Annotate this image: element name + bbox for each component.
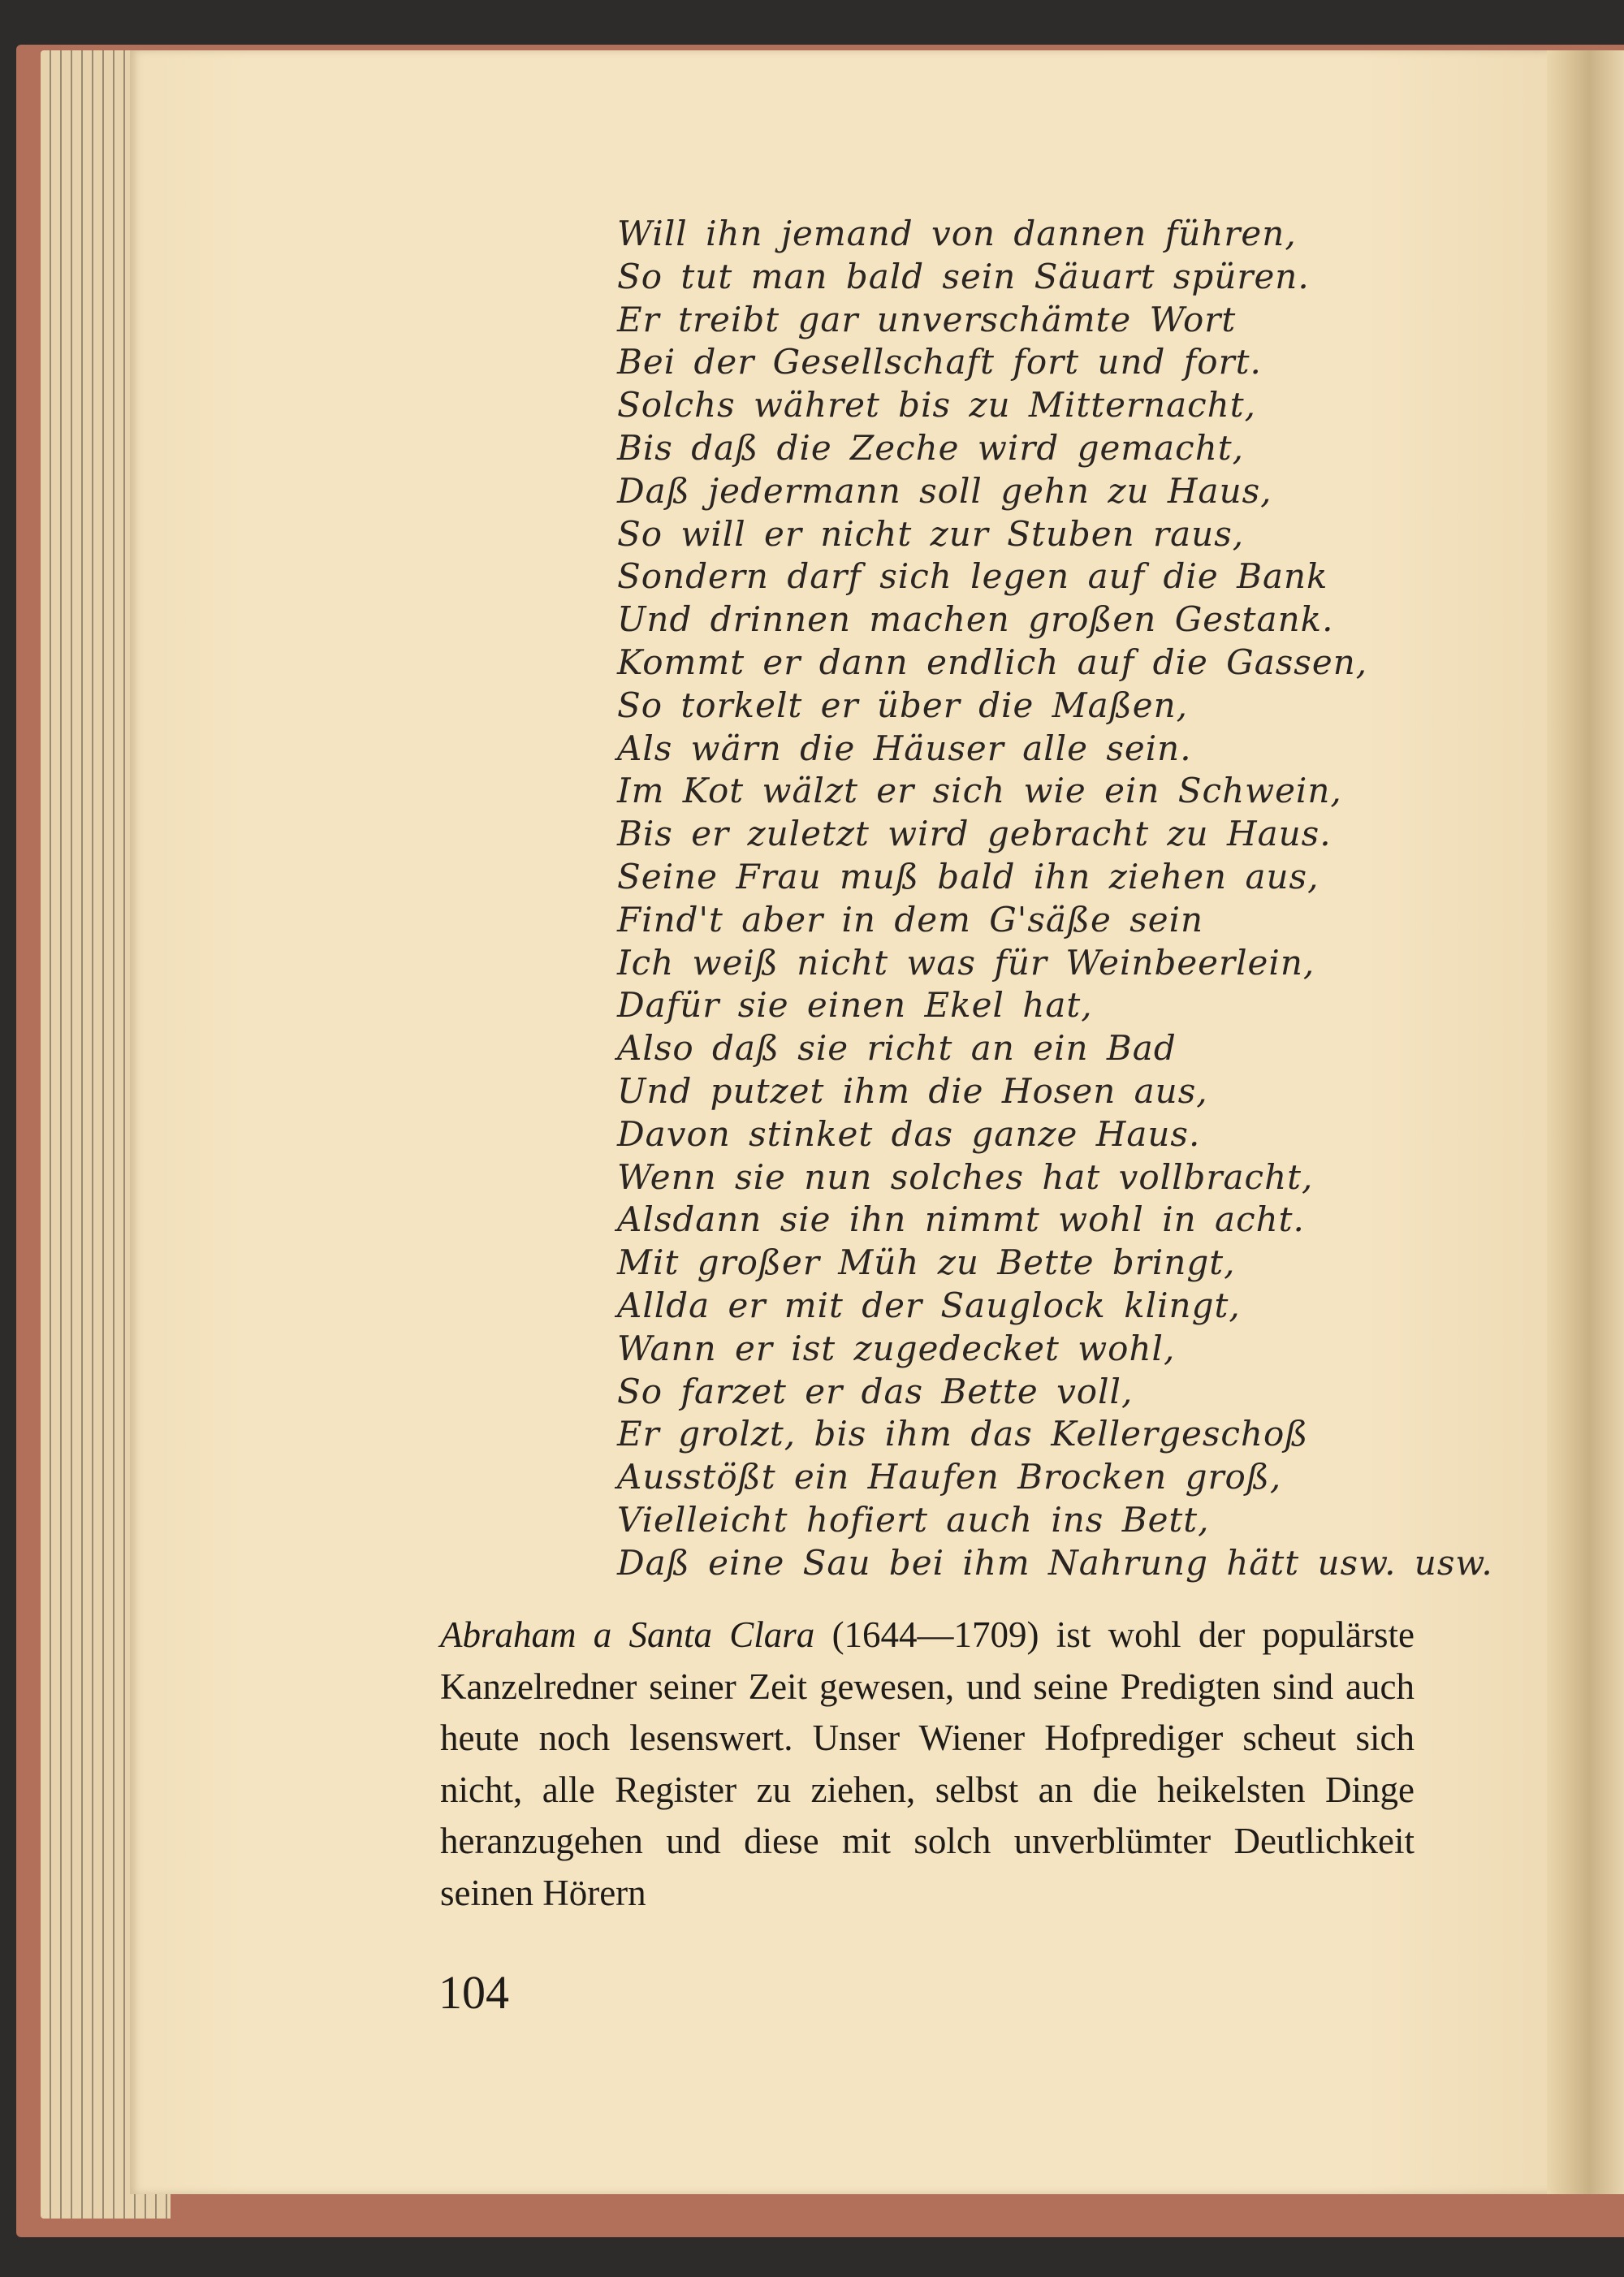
poem-line: Davon stinket das ganze Haus. — [617, 1113, 1201, 1154]
poem-line: Daß jedermann soll gehn zu Haus, — [617, 470, 1272, 511]
book-gutter — [1547, 50, 1624, 2194]
poem-line: So torkelt er über die Maßen, — [617, 685, 1188, 725]
prose-paragraph — [440, 1609, 1415, 1919]
poem-line: Daß eine Sau bei ihm Nahrung hätt usw. usw. — [617, 1542, 1493, 1583]
poem-line: Er treibt gar unverschämte Wort — [617, 299, 1237, 339]
poem-line: Im Kot wälzt er sich wie ein Schwein, — [617, 771, 1342, 811]
poem-line: So will er nicht zur Stuben raus, — [617, 513, 1245, 554]
page-number: 104 — [438, 1966, 509, 2019]
poem-line: Wann er ist zugedecket wohl, — [617, 1328, 1176, 1368]
poem-line: Und putzet ihm die Hosen aus, — [617, 1070, 1208, 1111]
poem-line: Er grolzt, bis ihm das Kellergeschoß — [617, 1414, 1309, 1454]
poem-line: So farzet er das Bette voll, — [617, 1371, 1134, 1411]
poem-line: Kommt er dann endlich auf die Gassen, — [617, 642, 1368, 682]
poem-line: Allda er mit der Sauglock klingt, — [617, 1285, 1241, 1325]
poem-line: Ich weiß nicht was für Weinbeerlein, — [617, 942, 1315, 983]
poem-line: Alsdann sie ihn nimmt wohl in acht. — [617, 1199, 1305, 1240]
poem-block — [617, 213, 1527, 1585]
poem-line: Bis daß die Zeche wird gemacht, — [617, 427, 1244, 468]
poem-line: Mit großer Müh zu Bette bringt, — [617, 1242, 1236, 1283]
poem-line: Dafür sie einen Ekel hat, — [617, 985, 1093, 1026]
poem-line: So tut man bald sein Säuart spüren. — [617, 256, 1310, 296]
poem-line: Find't aber in dem G'säße sein — [617, 899, 1204, 940]
poem-line: Vielleicht hofiert auch ins Bett, — [617, 1499, 1210, 1540]
prose-author: Abraham a Santa Clara — [440, 1614, 815, 1655]
poem-line: Will ihn jemand von dannen führen, — [617, 214, 1297, 253]
poem-line: Bei der Gesellschaft fort und fort. — [617, 342, 1262, 382]
poem-line: Sondern darf sich legen auf die Bank — [617, 556, 1328, 597]
poem-line: Solchs währet bis zu Mitternacht, — [617, 385, 1256, 426]
poem-line: Als wärn die Häuser alle sein. — [617, 728, 1192, 768]
poem-line: Seine Frau muß bald ihn ziehen aus, — [617, 856, 1320, 897]
poem-line: Und drinnen machen großen Gestank. — [617, 599, 1334, 640]
prose-text: (1644—1709) ist wohl der populärste Kanzelredner seiner Zeit gewesen, und seine Predigten sind auch heute noch lesenswert. Unser Wiener Hofprediger scheut sich nicht, alle Register zu ziehen, selbst an die heikelsten Dinge heranzugehen und diese mit solch unverblümter Deutlichkeit seinen Hörern — [440, 1614, 1415, 1913]
poem-line: Also daß sie richt an ein Bad — [617, 1028, 1177, 1069]
poem-line: Bis er zuletzt wird gebracht zu Haus. — [617, 814, 1332, 854]
poem-line: Ausstößt ein Haufen Brocken groß, — [617, 1457, 1282, 1497]
poem-line: Wenn sie nun solches hat vollbracht, — [617, 1156, 1314, 1197]
